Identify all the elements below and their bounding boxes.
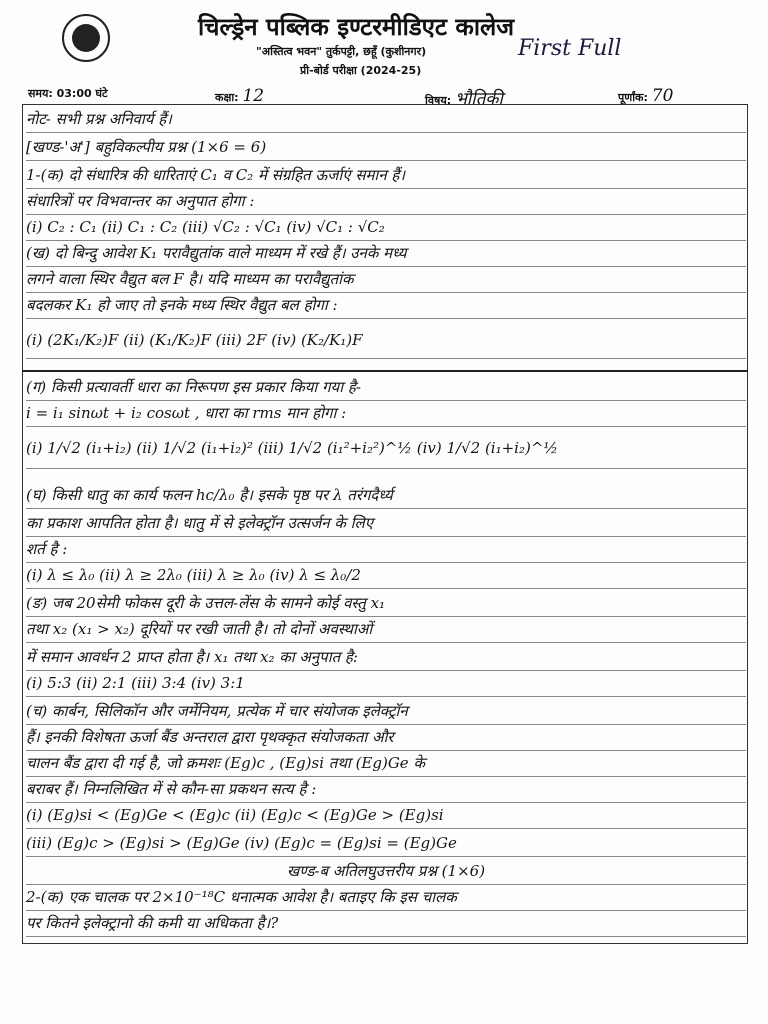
options-line: (iii) (Eg)c > (Eg)si > (Eg)Ge (iv) (Eg)c = (Eg)si = (Eg)Ge	[26, 830, 746, 857]
header	[0, 0, 768, 112]
handwritten-note: First Full	[518, 36, 622, 61]
question-line: संधारित्रों पर विभवान्तर का अनुपात होगा :	[26, 188, 746, 215]
question-line: शर्त है :	[26, 536, 746, 563]
question-line: बदलकर K₁ हो जाए तो इनके मध्य स्थिर वैद्युत बल होगा :	[26, 292, 746, 319]
question-line: 1-(क) दो संधारित्र की धारिताएं C₁ व C₂ में संग्रहित ऊर्जाएं समान हैं।	[26, 162, 746, 189]
question-line: हैं। इनकी विशेषता ऊर्जा बैंड अन्तराल द्वारा पृथक्कृत संयोजकता और	[26, 724, 746, 751]
question-line: (च) कार्बन, सिलिकॉन और जर्मेनियम, प्रत्येक में चार संयोजक इलेक्ट्रॉन	[26, 698, 746, 725]
class-field	[215, 86, 264, 106]
note-line: नोट- सभी प्रश्न अनिवार्य हैं।	[26, 106, 746, 133]
marks-field	[618, 86, 673, 106]
question-line: में समान आवर्धन 2 प्राप्त होता है। x₁ तथा x₂ का अनुपात है:	[26, 644, 746, 671]
subject-value: भौतिकी	[454, 89, 503, 109]
time-label: समय: 03:00 घंटे	[28, 87, 108, 100]
class-value: 12	[242, 86, 265, 106]
question-line: (ग) किसी प्रत्यावर्ती धारा का निरूपण इस प्रकार किया गया है-	[26, 374, 746, 401]
section-b-heading: खण्ड-ब अतिलघुउत्तरीय प्रश्न (1×6)	[26, 858, 746, 885]
question-line: i = i₁ sinωt + i₂ cosωt , धारा का rms मान होगा :	[26, 400, 746, 427]
school-name: चिल्ड्रेन पब्लिक इण्टरमीडिएट कालेज	[198, 13, 515, 41]
section-a-heading: [खण्ड-'अ'] बहुविकल्पीय प्रश्न (1×6 = 6)	[26, 134, 746, 161]
marks-value: 70	[651, 86, 674, 106]
subject-label: विषय:	[425, 94, 452, 107]
question-line: लगने वाला स्थिर वैद्युत बल F है। यदि माध्यम का परावैद्युतांक	[26, 266, 746, 293]
question-line: तथा x₂ (x₁ > x₂) दूरियों पर रखी जाती है। तो दोनों अवस्थाओं	[26, 616, 746, 643]
question-line: (ख) दो बिन्दु आवेश K₁ परावैद्युतांक वाले माध्यम में रखे हैं। उनके मध्य	[26, 240, 746, 267]
exam-name: प्री-बोर्ड परीक्षा (2024-25)	[300, 64, 422, 77]
school-address: "अस्तित्व भवन" तुर्कपट्टी, छहूँ (कुशीनगर)	[256, 45, 427, 58]
school-logo-icon	[62, 14, 110, 62]
divider	[22, 370, 748, 372]
options-line: (i) C₂ : C₁ (ii) C₁ : C₂ (iii) √C₂ : √C₁ (iv) √C₁ : √C₂	[26, 214, 746, 241]
question-line: (घ) किसी धातु का कार्य फलन hc/λ₀ है। इसके पृष्ठ पर λ तरंगदैर्ध्य	[26, 482, 746, 509]
question-line: 2-(क) एक चालक पर 2×10⁻¹⁸C धनात्मक आवेश है। बताइए कि इस चालक	[26, 884, 746, 911]
options-line: (i) (2K₁/K₂)F (ii) (K₁/K₂)F (iii) 2F (iv) (K₂/K₁)F	[26, 322, 746, 359]
options-line: (i) 5:3 (ii) 2:1 (iii) 3:4 (iv) 3:1	[26, 670, 746, 697]
question-line: चालन बैंड द्वारा दी गई है, जो क्रमशः (Eg)c , (Eg)si तथा (Eg)Ge के	[26, 750, 746, 777]
question-line: पर कितने इलेक्ट्रानो की कमी या अधिकता है।?	[26, 910, 746, 937]
options-line: (i) λ ≤ λ₀ (ii) λ ≥ 2λ₀ (iii) λ ≥ λ₀ (iv) λ ≤ λ₀/2	[26, 562, 746, 589]
class-label: कक्षा:	[215, 91, 239, 104]
question-line: का प्रकाश आपतित होता है। धातु में से इलेक्ट्रॉन उत्सर्जन के लिए	[26, 510, 746, 537]
options-line: (i) 1/√2 (i₁+i₂) (ii) 1/√2 (i₁+i₂)² (iii) 1/√2 (i₁²+i₂²)^½ (iv) 1/√2 (i₁+i₂)^½	[26, 428, 746, 469]
options-line: (i) (Eg)si < (Eg)Ge < (Eg)c (ii) (Eg)c < (Eg)Ge > (Eg)si	[26, 802, 746, 829]
question-line: (ङ) जब 20सेमी फोकस दूरी के उत्तल-लेंस के सामने कोई वस्तु x₁	[26, 590, 746, 617]
question-line: बराबर हैं। निम्नलिखित में से कौन-सा प्रकथन सत्य है :	[26, 776, 746, 803]
marks-label: पूर्णांक:	[618, 91, 648, 104]
